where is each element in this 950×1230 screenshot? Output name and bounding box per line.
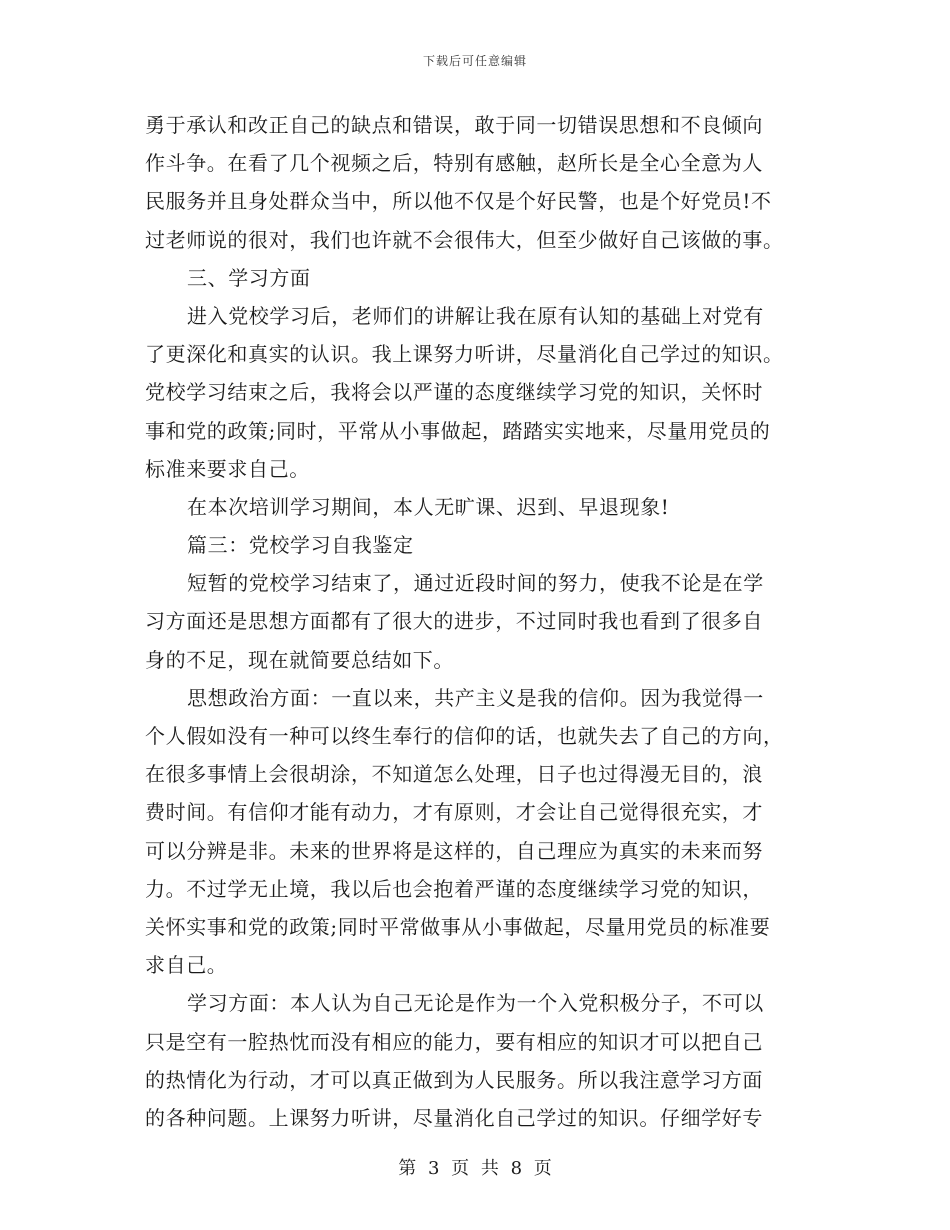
page-header: 下载后可任意编辑 — [422, 54, 527, 68]
text-line: 身的不足，现在就简要总结如下。 — [145, 647, 454, 672]
text-line: 习方面还是思想方面都有了很大的进步，不过同时我也看到了很多自 — [145, 609, 763, 634]
text-line: 关怀实事和党的政策;同时平常做事从小事做起，尽量用党员的标准要 — [145, 914, 771, 939]
text-line: 在很多事情上会很胡涂，不知道怎么处理，日子也过得漫无目的，浪 — [145, 762, 763, 787]
text-line: 民服务并且身处群众当中，所以他不仅是个好民警，也是个好党员!不 — [145, 189, 772, 214]
text-line: 三、学习方面 — [187, 265, 311, 290]
text-line: 力。不过学无止境，我以后也会抱着严谨的态度继续学习党的知识， — [145, 876, 763, 901]
text-line: 进入党校学习后，老师们的讲解让我在原有认知的基础上对党有 — [187, 303, 764, 328]
text-line: 个人假如没有一种可以终生奉行的信仰的话，也就失去了自己的方向， — [145, 724, 784, 748]
text-line: 党校学习结束之后，我将会以严谨的态度继续学习党的知识，关怀时 — [145, 380, 763, 405]
text-line: 短暂的党校学习结束了，通过近段时间的努力，使我不论是在学 — [187, 571, 764, 596]
text-line: 可以分辨是非。未来的世界将是这样的，自己理应为真实的未来而努 — [145, 838, 763, 863]
text-line: 的热情化为行动，才可以真正做到为人民服务。所以我注意学习方面 — [145, 1067, 763, 1092]
text-line: 了更深化和真实的认识。我上课努力听讲，尽量消化自己学过的知识。 — [145, 342, 784, 367]
text-line: 在本次培训学习期间，本人无旷课、迟到、早退现象! — [187, 494, 670, 519]
document-body — [145, 106, 810, 1137]
text-line: 过老师说的很对，我们也许就不会很伟大，但至少做好自己该做的事。 — [145, 227, 784, 252]
text-line: 学习方面：本人认为自己无论是作为一个入党积极分子，不可以 — [187, 991, 764, 1016]
text-line: 只是空有一腔热忱而没有相应的能力，要有相应的知识才可以把自己 — [145, 1029, 763, 1054]
text-line: 作斗争。在看了几个视频之后，特别有感触，赵所长是全心全意为人 — [145, 151, 763, 176]
text-line: 的各种问题。上课努力听讲，尽量消化自己学过的知识。仔细学好专 — [145, 1105, 763, 1130]
text-line: 勇于承认和改正自己的缺点和错误，敢于同一切错误思想和不良倾向 — [145, 113, 763, 137]
text-line: 事和党的政策;同时，平常从小事做起，踏踏实实地来，尽量用党员的 — [145, 418, 771, 443]
text-line: 求自己。 — [145, 953, 228, 978]
page-number-footer: 第 3 页 共 8 页 — [398, 1158, 552, 1179]
text-line: 标准来要求自己。 — [145, 456, 310, 481]
text-line: 思想政治方面：一直以来，共产主义是我的信仰。因为我觉得一 — [187, 685, 764, 710]
text-line: 篇三：党校学习自我鉴定 — [187, 533, 414, 558]
text-line: 费时间。有信仰才能有动力，才有原则，才会让自己觉得很充实，才 — [145, 800, 763, 825]
